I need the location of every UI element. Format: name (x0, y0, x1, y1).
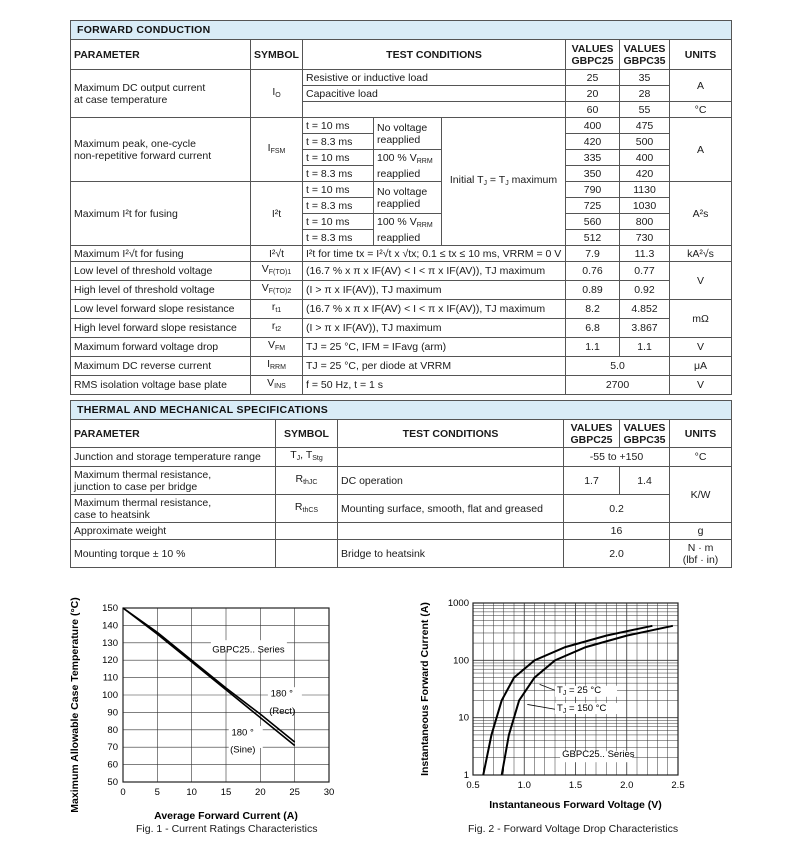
unit-cell: kA²√s (670, 246, 732, 262)
value-cell: 25 (566, 70, 620, 86)
symbol-vins: $V_{INS}$ (251, 376, 303, 395)
cond-rt1: (16.7 % x π x IF(AV) < I < π x IF(AV)), TJ maximum (303, 300, 566, 319)
symbol-vfm: $V_{FM}$ (251, 338, 303, 357)
unit-cell: °C (670, 448, 732, 467)
param-vt2: High level of threshold voltage (71, 281, 251, 300)
symbol-rt2: $r_{t2}$ (251, 319, 303, 338)
cond-io-empty (303, 102, 566, 118)
value-cell: 512 (566, 230, 620, 246)
symbol-irrm: $I_{RRM}$ (251, 357, 303, 376)
value-cell: 1030 (620, 198, 670, 214)
value-cell: 730 (620, 230, 670, 246)
x-axis-label: Instantaneous Forward Voltage (V) (489, 799, 662, 811)
param-rthjc: Maximum thermal resistance, junction to case per bridge (71, 467, 276, 495)
value-cell: 5.0 (566, 357, 670, 376)
unit-cell: K/W (670, 467, 732, 523)
header-test-conditions: TEST CONDITIONS (338, 420, 564, 448)
symbol-i2rt: I²√t (251, 246, 303, 262)
value-cell: 28 (620, 86, 670, 102)
value-cell: 560 (566, 214, 620, 230)
unit-cell: A (670, 70, 732, 102)
label-150c: $T_J = 150$ °C (557, 703, 607, 716)
symbol-torque (276, 540, 338, 568)
x-tick-label: 25 (289, 787, 300, 798)
param-i2rt: Maximum I²√t for fusing (71, 246, 251, 262)
fig2-chart (410, 592, 740, 832)
time-cell: t = 8.3 ms (303, 166, 374, 182)
time-cell: t = 8.3 ms (303, 198, 374, 214)
value-cell: 725 (566, 198, 620, 214)
symbol-tj: $T_J$, $T_{Stg}$ (276, 448, 338, 467)
thermal-table (70, 400, 732, 568)
value-cell: 1.7 (564, 467, 620, 495)
y-tick-label: 120 (102, 655, 118, 667)
vrrm-reapplied: 100 % $V_{RRM}$ reapplied (374, 214, 442, 246)
value-cell: 2.0 (564, 540, 670, 568)
value-cell: 0.77 (620, 262, 670, 281)
value-cell: 6.8 (566, 319, 620, 338)
x-tick-label: 30 (323, 787, 335, 798)
value-cell: 7.9 (566, 246, 620, 262)
symbol-vt1: $V_{F(TO)1}$ (251, 262, 303, 281)
header-symbol: SYMBOL (251, 40, 303, 70)
y-axis-label: Instantaneous Forward Current (A) (419, 602, 431, 776)
y-tick-label: 1 (463, 770, 469, 781)
vrrm-reapplied: 100 % $V_{RRM}$ reapplied (374, 150, 442, 182)
header-test-conditions: TEST CONDITIONS (303, 40, 566, 70)
param-vt1: Low level of threshold voltage (71, 262, 251, 281)
value-cell: 20 (566, 86, 620, 102)
y-tick-label: 100 (102, 690, 118, 701)
sine-label-line1: 180 ° (231, 727, 254, 739)
value-cell: 3.867 (620, 319, 670, 338)
y-tick-label: 60 (107, 759, 118, 771)
value-cell: 55 (620, 102, 670, 118)
unit-cell: N · m (lbf · in) (670, 540, 732, 568)
value-cell: 350 (566, 166, 620, 182)
value-cell: 420 (620, 166, 670, 182)
cond-irrm: TJ = 25 °C, per diode at VRRM (303, 357, 566, 376)
unit-cell: μA (670, 357, 732, 376)
series-label: GBPC25.. Series (212, 644, 285, 656)
header-values-25: VALUES GBPC25 (566, 40, 620, 70)
cond-io-resistive: Resistive or inductive load (303, 70, 566, 86)
param-io: Maximum DC output current at case temperature (71, 70, 251, 118)
value-cell: 335 (566, 150, 620, 166)
value-cell: 475 (620, 118, 670, 134)
param-rthcs: Maximum thermal resistance, case to heatsink (71, 495, 276, 523)
fig1-caption: Fig. 1 - Current Ratings Characteristics (136, 823, 318, 835)
unit-cell: V (670, 376, 732, 395)
header-symbol: SYMBOL (276, 420, 338, 448)
value-cell: 0.2 (564, 495, 670, 523)
value-cell: 400 (566, 118, 620, 134)
value-cell: -55 to +150 (564, 448, 670, 467)
y-tick-label: 110 (102, 672, 118, 684)
y-tick-label: 80 (107, 724, 118, 736)
cond-torque: Bridge to heatsink (338, 540, 564, 568)
symbol-weight (276, 523, 338, 540)
leader-line-150c (527, 704, 555, 709)
symbol-ifsm: $I_{FSM}$ (251, 118, 303, 182)
symbol-io: $I_O$ (251, 70, 303, 118)
unit-cell: g (670, 523, 732, 540)
value-cell: 500 (620, 134, 670, 150)
fig2-caption: Fig. 2 - Forward Voltage Drop Characteristics (468, 823, 679, 835)
no-voltage-reapplied: No voltage reapplied (374, 182, 442, 214)
value-cell: 1130 (620, 182, 670, 198)
unit-cell: °C (670, 102, 732, 118)
y-tick-label: 90 (107, 707, 118, 719)
value-cell: 11.3 (620, 246, 670, 262)
x-tick-label: 0.5 (466, 780, 480, 791)
symbol-vt2: $V_{F(TO)2}$ (251, 281, 303, 300)
x-tick-label: 5 (154, 787, 160, 798)
symbol-rt1: $r_{t1}$ (251, 300, 303, 319)
y-tick-label: 140 (102, 620, 118, 632)
time-cell: t = 10 ms (303, 150, 374, 166)
cond-vfm: TJ = 25 °C, IFM = IFavg (arm) (303, 338, 566, 357)
cond-weight (338, 523, 564, 540)
y-tick-label: 150 (102, 603, 118, 614)
header-parameter: PARAMETER (71, 420, 276, 448)
y-tick-label: 10 (458, 712, 469, 724)
cond-tj (338, 448, 564, 467)
value-cell: 420 (566, 134, 620, 150)
series-label: GBPC25.. Series (562, 749, 635, 761)
header-units: UNITS (670, 420, 732, 448)
y-tick-label: 70 (107, 742, 118, 754)
param-tj: Junction and storage temperature range (71, 448, 276, 467)
param-irrm: Maximum DC reverse current (71, 357, 251, 376)
param-torque: Mounting torque ± 10 % (71, 540, 276, 568)
rect-label-line1: 180 ° (270, 688, 293, 700)
param-weight: Approximate weight (71, 523, 276, 540)
rect-label-line2: (Rect) (269, 705, 296, 717)
value-cell: 0.92 (620, 281, 670, 300)
value-cell: 4.852 (620, 300, 670, 319)
time-cell: t = 10 ms (303, 214, 374, 230)
value-cell: 1.4 (620, 467, 670, 495)
cond-vins: f = 50 Hz, t = 1 s (303, 376, 566, 395)
param-rt1: Low level forward slope resistance (71, 300, 251, 319)
cond-vt2: (I > π x IF(AV)), TJ maximum (303, 281, 566, 300)
label-25c: $T_J = 25$ °C (557, 684, 602, 697)
symbol-rthjc: $R_{thJC}$ (276, 467, 338, 495)
forward-conduction-table (70, 20, 732, 395)
unit-cell: V (670, 338, 732, 357)
no-voltage-reapplied: No voltage reapplied (374, 118, 442, 150)
leader-line-25c (540, 684, 555, 690)
y-tick-label: 1000 (447, 598, 469, 609)
value-cell: 1.1 (620, 338, 670, 357)
value-cell: 400 (620, 150, 670, 166)
param-vins: RMS isolation voltage base plate (71, 376, 251, 395)
value-cell: 800 (620, 214, 670, 230)
time-cell: t = 10 ms (303, 118, 374, 134)
x-tick-label: 15 (220, 787, 232, 798)
y-axis-label: Maximum Allowable Case Temperature (°C) (69, 597, 81, 813)
unit-cell: A²s (670, 182, 732, 246)
header-values-25: VALUES GBPC25 (564, 420, 620, 448)
x-tick-label: 1.0 (517, 780, 531, 791)
section-title-thermal: THERMAL AND MECHANICAL SPECIFICATIONS (71, 401, 732, 420)
value-cell: 0.89 (566, 281, 620, 300)
value-cell: 16 (564, 523, 670, 540)
time-cell: t = 8.3 ms (303, 230, 374, 246)
value-cell: 0.76 (566, 262, 620, 281)
y-tick-label: 100 (453, 655, 469, 667)
cond-io-capacitive: Capacitive load (303, 86, 566, 102)
cond-i2rt: I²t for time tx = I²√t x √tx; 0.1 ≤ tx ≤ 10 ms, VRRM = 0 V (303, 246, 566, 262)
cond-rthcs: Mounting surface, smooth, flat and greased (338, 495, 564, 523)
cond-vt1: (16.7 % x π x IF(AV) < I < π x IF(AV)), TJ maximum (303, 262, 566, 281)
sine-label-line2: (Sine) (230, 744, 256, 756)
x-tick-label: 10 (186, 787, 197, 798)
header-parameter: PARAMETER (71, 40, 251, 70)
unit-cell: A (670, 118, 732, 182)
symbol-i2t: I²t (251, 182, 303, 246)
section-title-forward: FORWARD CONDUCTION (71, 21, 732, 40)
x-axis-label: Average Forward Current (A) (154, 810, 298, 822)
x-tick-label: 0 (120, 787, 126, 798)
time-cell: t = 10 ms (303, 182, 374, 198)
value-cell: 8.2 (566, 300, 620, 319)
value-cell: 60 (566, 102, 620, 118)
param-ifsm: Maximum peak, one-cycle non-repetitive forward current (71, 118, 251, 182)
param-i2t: Maximum I²t for fusing (71, 182, 251, 246)
x-tick-label: 1.5 (568, 780, 583, 791)
fig1-chart (60, 592, 390, 832)
time-cell: t = 8.3 ms (303, 134, 374, 150)
symbol-rthcs: $R_{thCS}$ (276, 495, 338, 523)
unit-cell: V (670, 262, 732, 300)
x-tick-label: 2.0 (620, 780, 634, 791)
param-vfm: Maximum forward voltage drop (71, 338, 251, 357)
x-tick-label: 2.5 (671, 780, 685, 791)
initial-tj-max: Initial $T_J = T_J$ maximum (442, 118, 566, 246)
header-values-35: VALUES GBPC35 (620, 40, 670, 70)
value-cell: 2700 (566, 376, 670, 395)
param-rt2: High level forward slope resistance (71, 319, 251, 338)
x-tick-label: 20 (255, 787, 266, 798)
unit-cell: mΩ (670, 300, 732, 338)
value-cell: 1.1 (566, 338, 620, 357)
cond-rthjc: DC operation (338, 467, 564, 495)
value-cell: 35 (620, 70, 670, 86)
header-values-35: VALUES GBPC35 (620, 420, 670, 448)
header-units: UNITS (670, 40, 732, 70)
y-tick-label: 50 (107, 777, 118, 788)
cond-rt2: (I > π x IF(AV)), TJ maximum (303, 319, 566, 338)
series-line-sine (123, 608, 295, 745)
y-tick-label: 130 (102, 637, 118, 649)
value-cell: 790 (566, 182, 620, 198)
